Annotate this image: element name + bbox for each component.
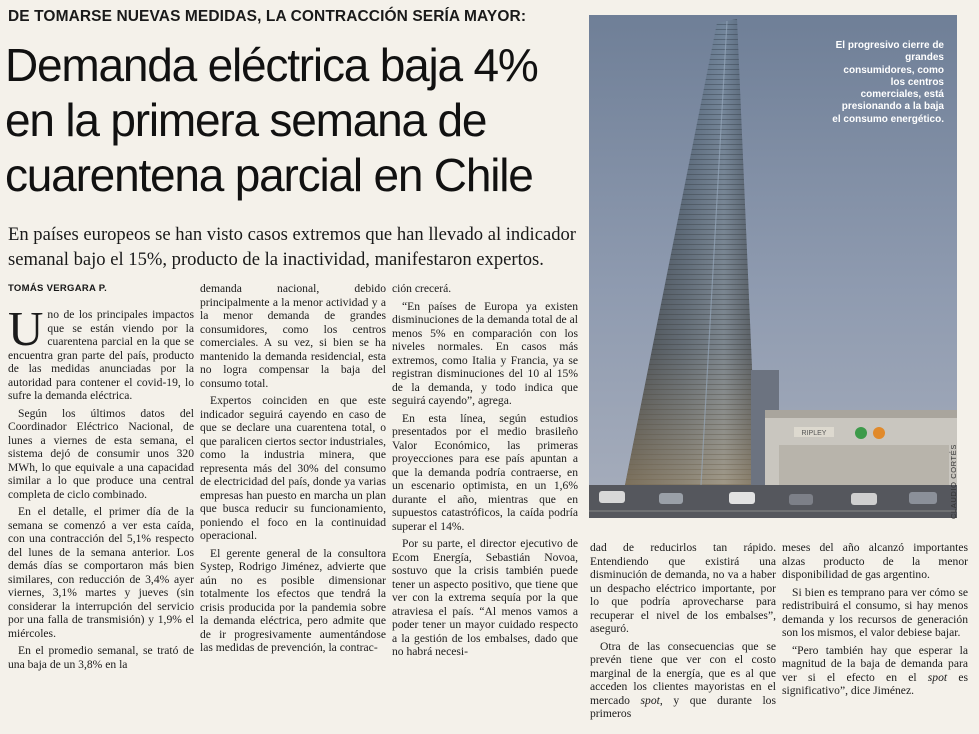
car xyxy=(851,493,877,505)
article-column-4 xyxy=(590,541,776,728)
headline-line: Demanda eléctrica baja 4% xyxy=(5,39,538,91)
italic-term: spot xyxy=(640,693,660,707)
car xyxy=(729,492,755,504)
paragraph: En esta línea, según estudios presentados por el medio brasileño Valor Económico, las primeras proyecciones para ese país apuntan a que la demanda podría contraerse, en un escenario optimista, en un 1,6% durante el año, mientras que en supuestos catastróficos, la caída podría superar el 14%. xyxy=(392,411,578,533)
article-column-2 xyxy=(200,282,386,728)
car xyxy=(659,493,683,504)
headline-line: cuarentena parcial en Chile xyxy=(5,149,533,201)
paragraph: El gerente general de la consultora Systep, Rodrigo Jiménez, advierte que aún no es posible dimensionar totalmente los efectos que tendrá la crisis producida por la pandemia sobre la demanda eléctrica, pero admite que de ir progresivamente aumentándose las medidas de prevención, la contrac- xyxy=(200,546,386,654)
standfirst xyxy=(8,222,583,272)
article-column-1 xyxy=(8,308,194,728)
paragraph: Por su parte, el director ejecutivo de Ecom Energía, Sebastián Novoa, sostuvo que la crisis también puede tener un aspecto positivo, que tiene que ver con la extrema sequía por la que atraviesa el país. “Al menos vamos a poder tener un mayor cuidado respecto a la gestión de los embalses, dado que no habrá necesi- xyxy=(392,537,578,658)
paragraph-text: no de los principales impactos que se están viendo por la cuarentena parcial en la que se encuentra gran parte del país, producto de las medidas anunciadas por la autoridad para contener el covid-19, lo sufre la demanda eléctrica. xyxy=(8,308,194,402)
paragraph: “En países de Europa ya existen disminuciones de la demanda total de al menos 5% en comparación con los niveles normales. En casos más extremos, como Italia y Francia, ya se registran disminuciones del 10 al 15% de la demanda, y todo indica que seguirá cayendo”, agrega. xyxy=(392,299,578,407)
paragraph-text: Otra de las consecuencias que se prevén tiene que ver con el costo marginal de la energía, que es al que acceden los clientes mayoristas en el mercado xyxy=(590,639,776,707)
paragraph: En el promedio semanal, se trató de una baja de un 3,8% en la xyxy=(8,644,194,671)
paragraph: dad de reducirlos tan rápido. Entendiendo que existirá una disminución de demanda, no va a haber un despacho eléctrico importante, por lo que podría aprovecharse para recuperar el nivel de los embalses”, aseguró. xyxy=(590,541,776,635)
street xyxy=(589,485,957,518)
standfirst-line: En países europeos se han visto casos extremos que han llevado al indicador xyxy=(8,224,576,245)
article-column-3 xyxy=(392,282,578,728)
headline xyxy=(5,38,585,203)
article-column-5 xyxy=(782,541,968,728)
paragraph-text: , y que durante los primeros xyxy=(590,693,776,720)
paragraph: meses del año alcanzó importantes alzas producto de la menor disponibilidad de gas argentino. xyxy=(782,541,968,581)
paragraph-text: es significativo”, dice Jiménez. xyxy=(782,670,968,697)
paragraph: ción crecerá. xyxy=(392,282,452,295)
mall-sign-text: RIPLEY xyxy=(801,430,827,437)
mall-roof xyxy=(765,410,957,418)
paragraph: Si bien es temprano para ver cómo se redistribuirá el consumo, si hay menos demanda y los recursos de generación son los mismos, el valor debiese bajar. xyxy=(782,585,968,639)
car xyxy=(599,491,625,503)
paragraph-text: “Pero también hay que esperar la magnitud de la baja de demanda para ver si el efecto en el xyxy=(782,643,968,684)
car xyxy=(909,492,937,504)
green-logo xyxy=(855,427,867,439)
car xyxy=(789,494,813,505)
kicker: DE TOMARSE NUEVAS MEDIDAS, LA CONTRACCIÓN SERÍA MAYOR: xyxy=(8,8,527,25)
paragraph: Según los últimos datos del Coordinador Eléctrico Nacional, de lunes a viernes de esta semana, el sistema dejó de consumir unos 320 MWh, lo que equivale a una capacidad similar a lo que produce una central completa de ciclo combinado. xyxy=(8,406,194,501)
italic-term: spot xyxy=(927,670,948,684)
drop-cap: U xyxy=(8,308,44,356)
byline: TOMÁS VERGARA P. xyxy=(8,283,108,294)
orange-logo xyxy=(873,427,885,439)
paragraph: demanda nacional, debido principalmente a la menor actividad y a la menor demanda de grandes consumidores, como los centros comerciales. A su vez, si bien se ha mantenido la demanda residencial, esta no logra compensar la baja del consumo total. xyxy=(200,282,386,390)
photo-caption: El progresivo cierre de grandes consumidores, como los centros comerciales, está presionando a la baja el consumo energético. xyxy=(832,40,944,125)
paragraph: Expertos coinciden en que este indicador seguirá cayendo en caso de que se declare una cuarentena total, o que paralicen ciertos sector industriales, como la industria minera, que representa más del 30% del consumo de electricidad del país, donde ya varias empresas han puesto en marcha un plan que busca reducir su funcionamiento, poniendo el foco en la continuidad operacional. xyxy=(200,394,386,542)
paragraph xyxy=(782,644,968,698)
paragraph: En el detalle, el primer día de la semana se comenzó a ver esta caída, con una contracción del 5,1% respecto del lunes de la semana anterior. Los demás días se comportaron más bien similares, con reducción de 3,4% ayer viernes, 3,1% martes y jueves (sin considerar la interrupción del servicio por una falla de transmisión) y 1,9% el miércoles. xyxy=(8,505,194,640)
standfirst-line: semanal bajo el 15%, producto de la inactividad, manifestaron expertos. xyxy=(8,249,544,270)
mall-facade xyxy=(779,445,949,485)
headline-line: en la primera semana de xyxy=(5,94,487,146)
paragraph xyxy=(8,308,194,403)
photo-credit: CLAUDIO CORTÉS xyxy=(949,444,958,519)
paragraph xyxy=(590,640,776,721)
